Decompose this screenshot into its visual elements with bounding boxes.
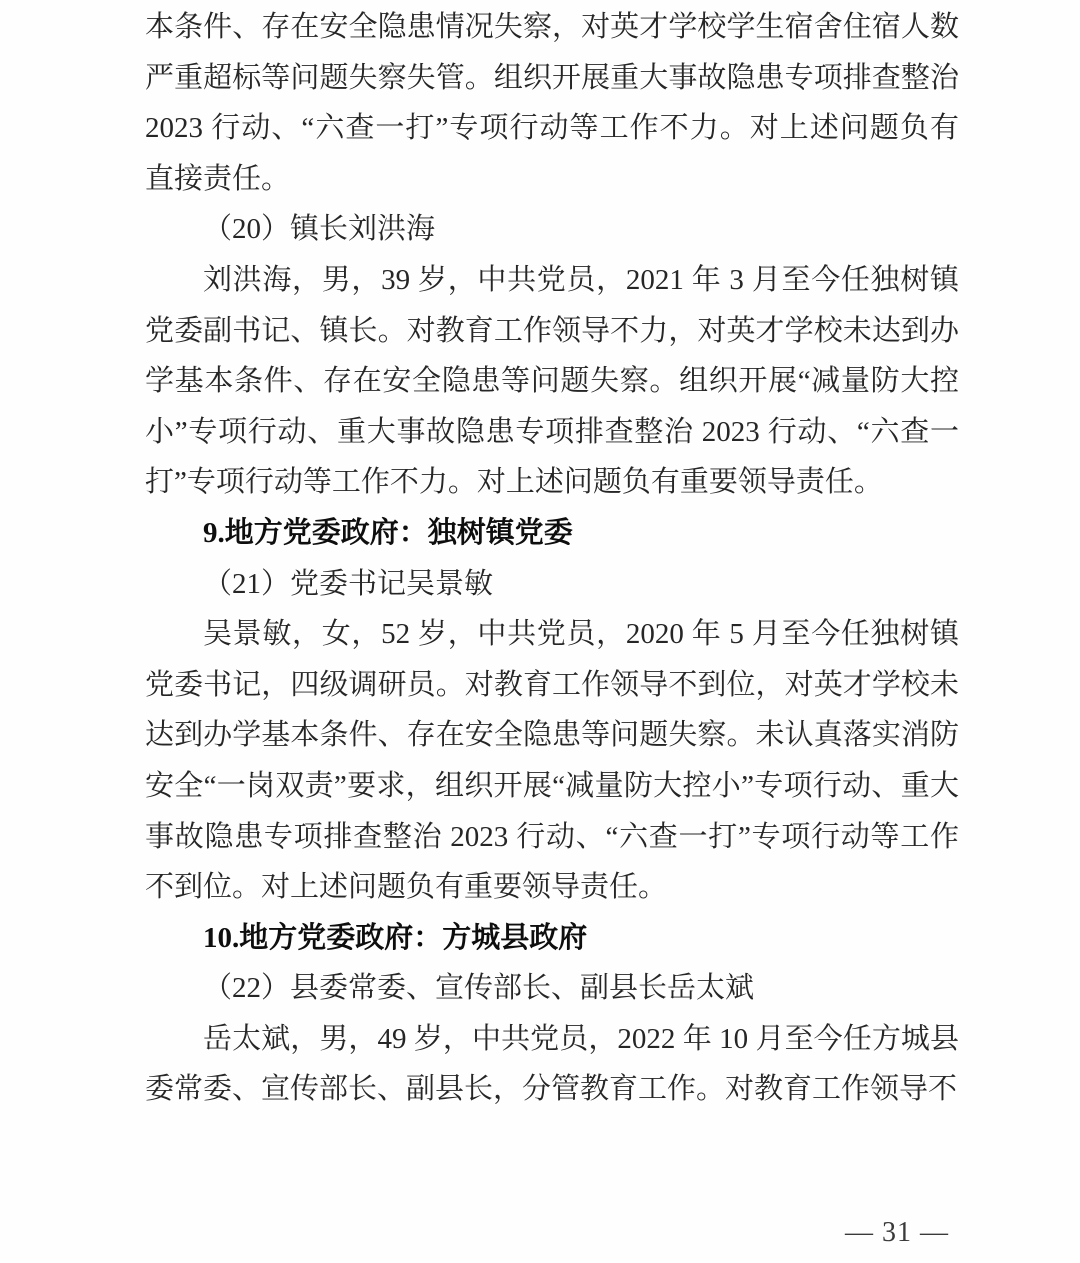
paragraph: 本条件、存在安全隐患情况失察，对英才学校学生宿舍住宿人数严重超标等问题失察失管。组织开展重大事故隐患专项排查整治 2023 行动、“六查一打”专项行动等工作不力。对上述问题负有直接责任。 bbox=[145, 11, 959, 195]
section-heading: 10.地方党委政府：方城县政府 bbox=[203, 921, 588, 954]
paragraph: （20）镇长刘洪海 bbox=[203, 213, 436, 246]
paragraph: 吴景敏，女，52 岁，中共党员，2020 年 5 月至今任独树镇党委书记，四级调研员。对教育工作领导不到位，对英才学校未达到办学基本条件、存在安全隐患等问题失察。未认真落实消防安全“一岗双责”要求，组织开展“减量防大控小”专项行动、重大事故隐患专项排查整治 2023 行动、“六查一打”专项行动等工作不到位。对上述问题负有重要领导责任。 bbox=[145, 618, 959, 904]
paragraph: （21）党委书记吴景敏 bbox=[203, 567, 494, 600]
page-number: — 31 — bbox=[845, 1217, 949, 1248]
paragraph: （22）县委常委、宣传部长、副县长岳太斌 bbox=[203, 972, 755, 1005]
paragraph: 刘洪海，男，39 岁，中共党员，2021 年 3 月至今任独树镇党委副书记、镇长。对教育工作领导不力，对英才学校未达到办学基本条件、存在安全隐患等问题失察。组织开展“减量防大控小”专项行动、重大事故隐患专项排查整治 2023 行动、“六查一打”专项行动等工作不力。对上述问题负有重要领导责任。 bbox=[145, 263, 959, 499]
paragraph: 岳太斌，男，49 岁，中共党员，2022 年 10 月至今任方城县委常委、宣传部长、副县长，分管教育工作。对教育工作领导不 bbox=[145, 1022, 959, 1106]
section-heading: 9.地方党委政府：独树镇党委 bbox=[203, 516, 573, 549]
document-body bbox=[145, 2, 959, 1115]
